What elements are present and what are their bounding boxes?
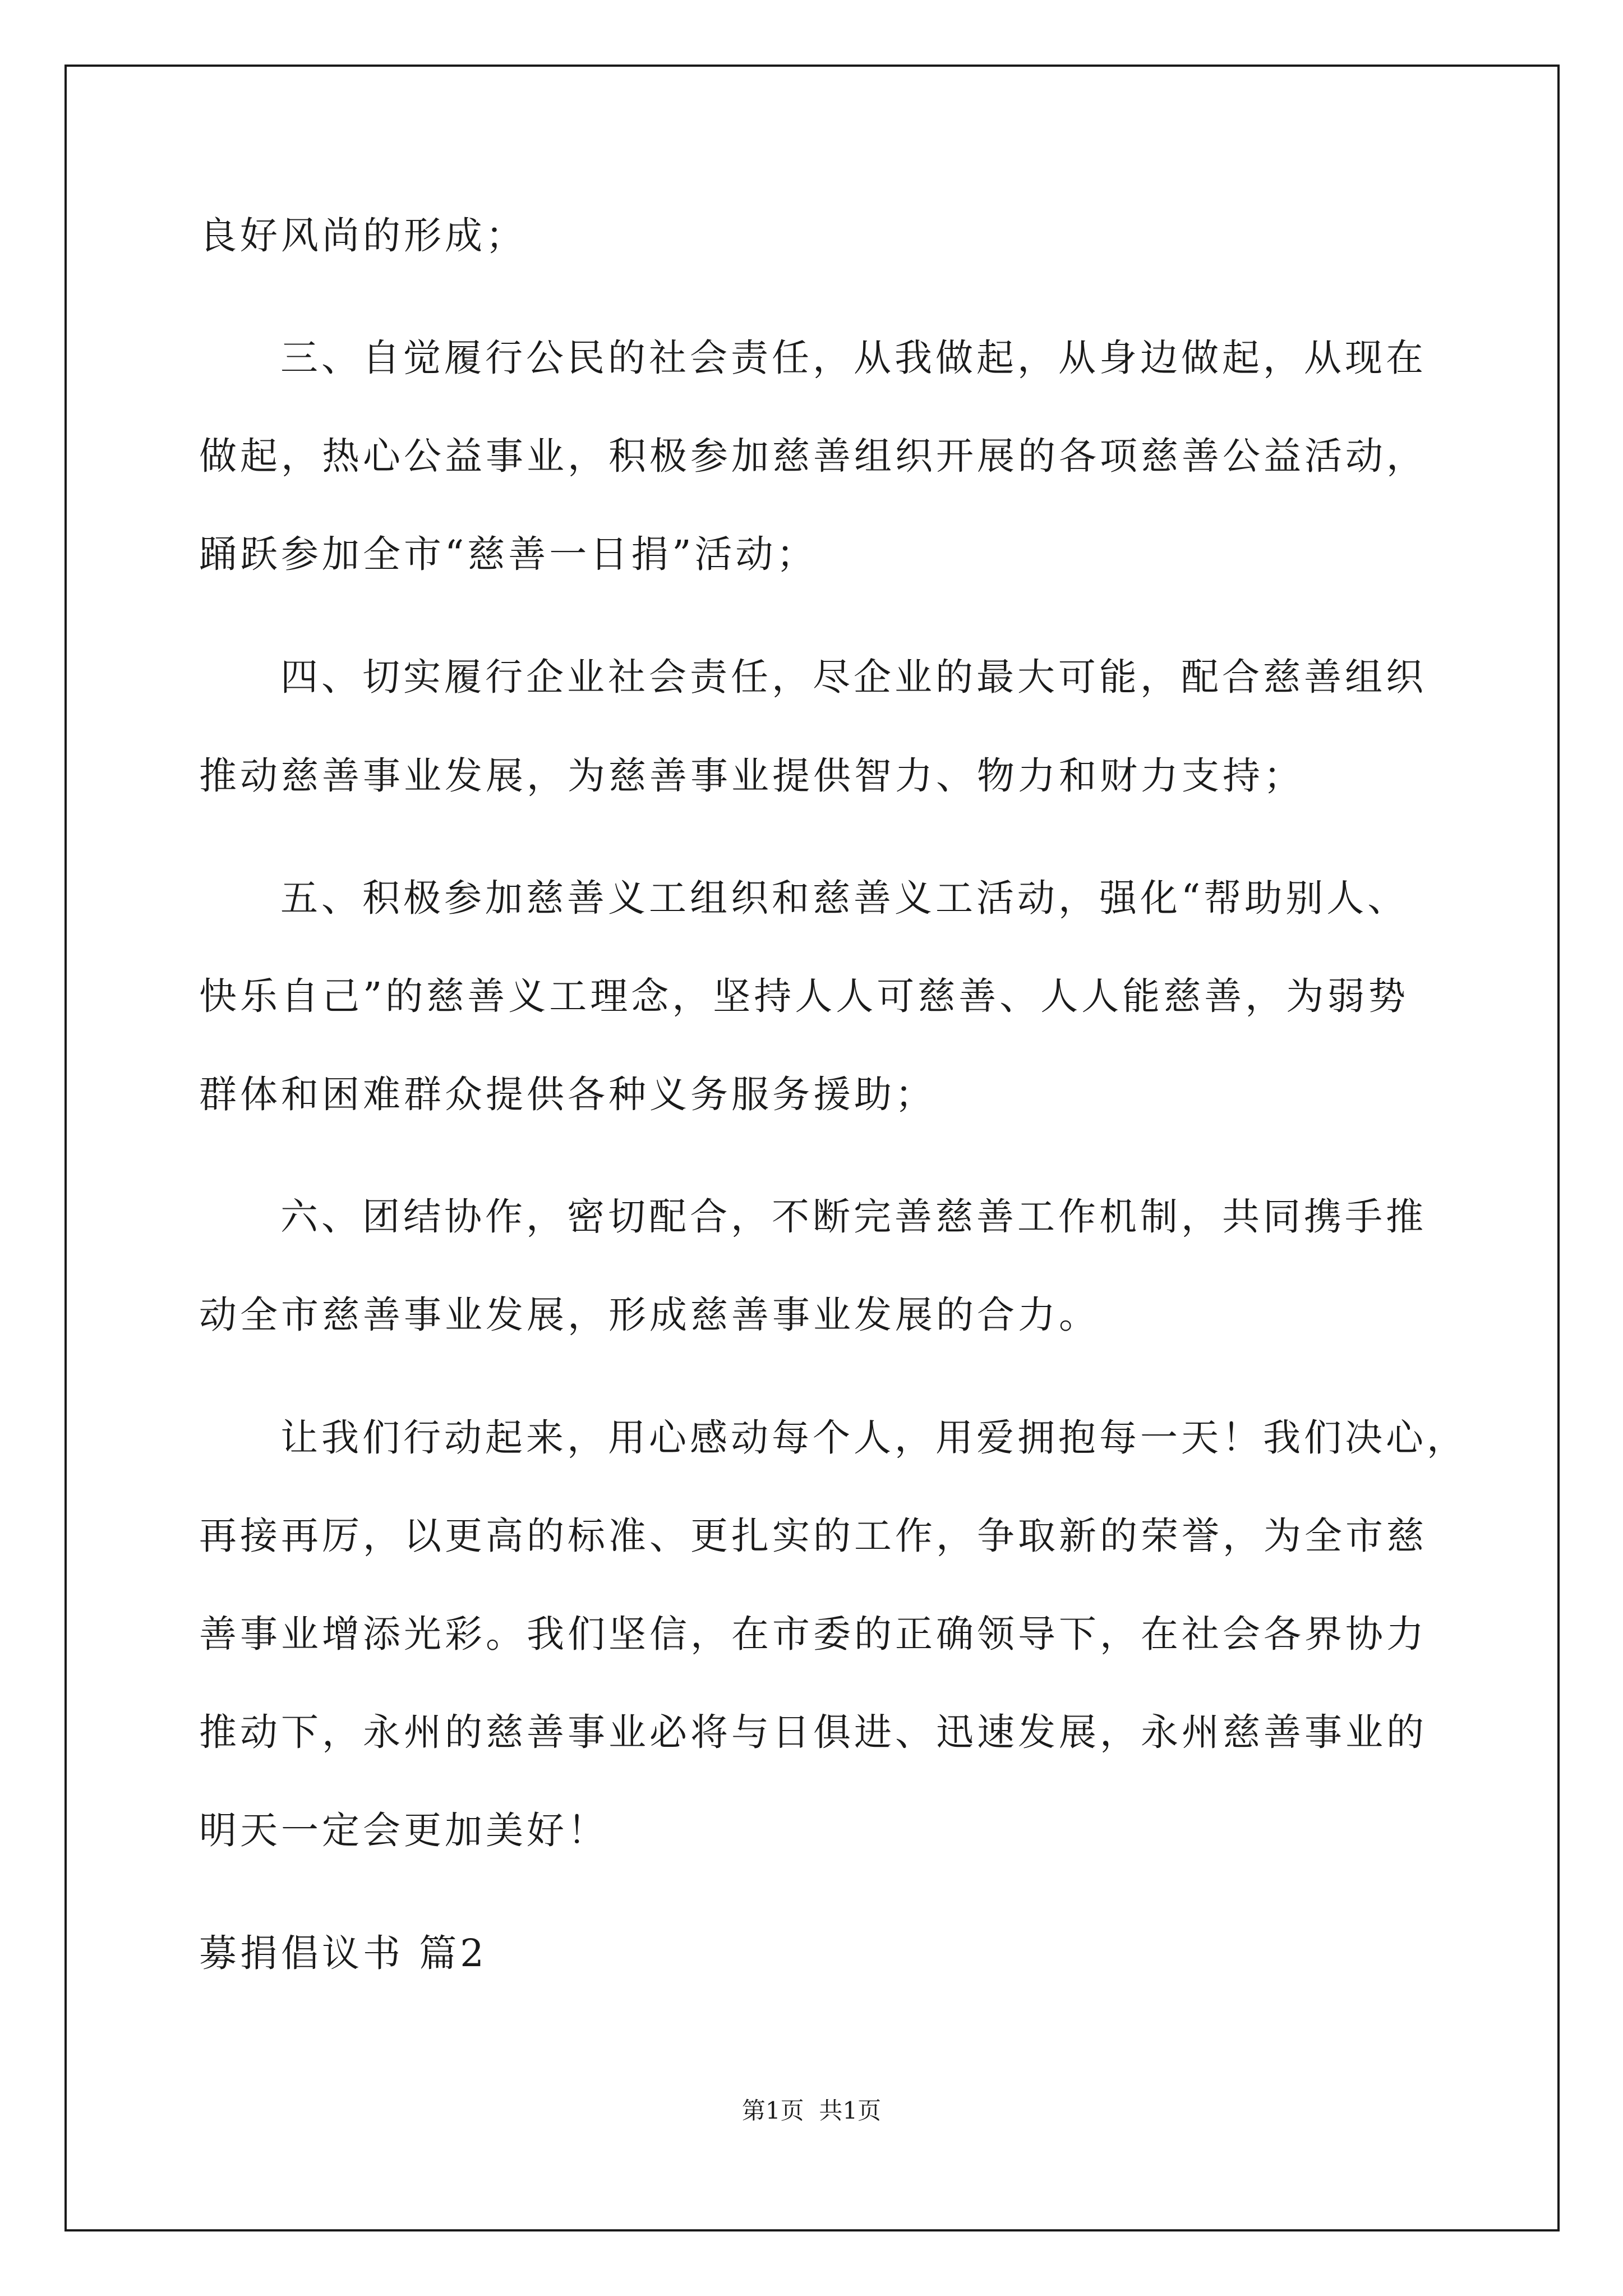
text-line: 动全市慈善事业发展，形成慈善事业发展的合力。: [199, 1293, 1100, 1337]
text-line: 三、自觉履行公民的社会责任，从我做起，从身边做起，从现在: [280, 336, 1427, 380]
section-heading: 募捐倡议书 篇2: [199, 1931, 487, 1975]
text-line: 踊跃参加全市“慈善一日捐”活动；: [199, 532, 818, 576]
text-line: 善事业增添光彩。我们坚信，在市委的正确领导下，在社会各界协力: [199, 1612, 1427, 1656]
text-line: 让我们行动起来，用心感动每个人，用爱拥抱每一天！我们决心，: [280, 1416, 1468, 1460]
text-line: 明天一定会更加美好！: [199, 1809, 608, 1852]
text-line: 四、切实履行企业社会责任，尽企业的最大可能，配合慈善组织: [280, 655, 1427, 699]
text-line: 良好风尚的形成；: [199, 214, 527, 257]
text-line: 做起，热心公益事业，积极参加慈善组织开展的各项慈善公益活动，: [199, 434, 1427, 478]
text-line: 六、团结协作，密切配合，不断完善慈善工作机制，共同携手推: [280, 1195, 1427, 1239]
page-border: [64, 65, 1560, 2231]
text-line: 群体和困难群众提供各种义务服务援助；: [199, 1073, 936, 1116]
page-footer: 第1页 共1页: [741, 2097, 882, 2124]
text-line: 五、积极参加慈善义工组织和慈善义工活动，强化“帮助别人、: [280, 876, 1409, 920]
text-line: 推动下，永州的慈善事业必将与日俱进、迅速发展，永州慈善事业的: [199, 1710, 1427, 1754]
text-line: 再接再厉，以更高的标准、更扎实的工作，争取新的荣誉，为全市慈: [199, 1514, 1427, 1558]
text-line: 快乐自己”的慈善义工理念，坚持人人可慈善、人人能慈善，为弱势: [199, 974, 1409, 1018]
text-line: 推动慈善事业发展，为慈善事业提供智力、物力和财力支持；: [199, 754, 1304, 798]
